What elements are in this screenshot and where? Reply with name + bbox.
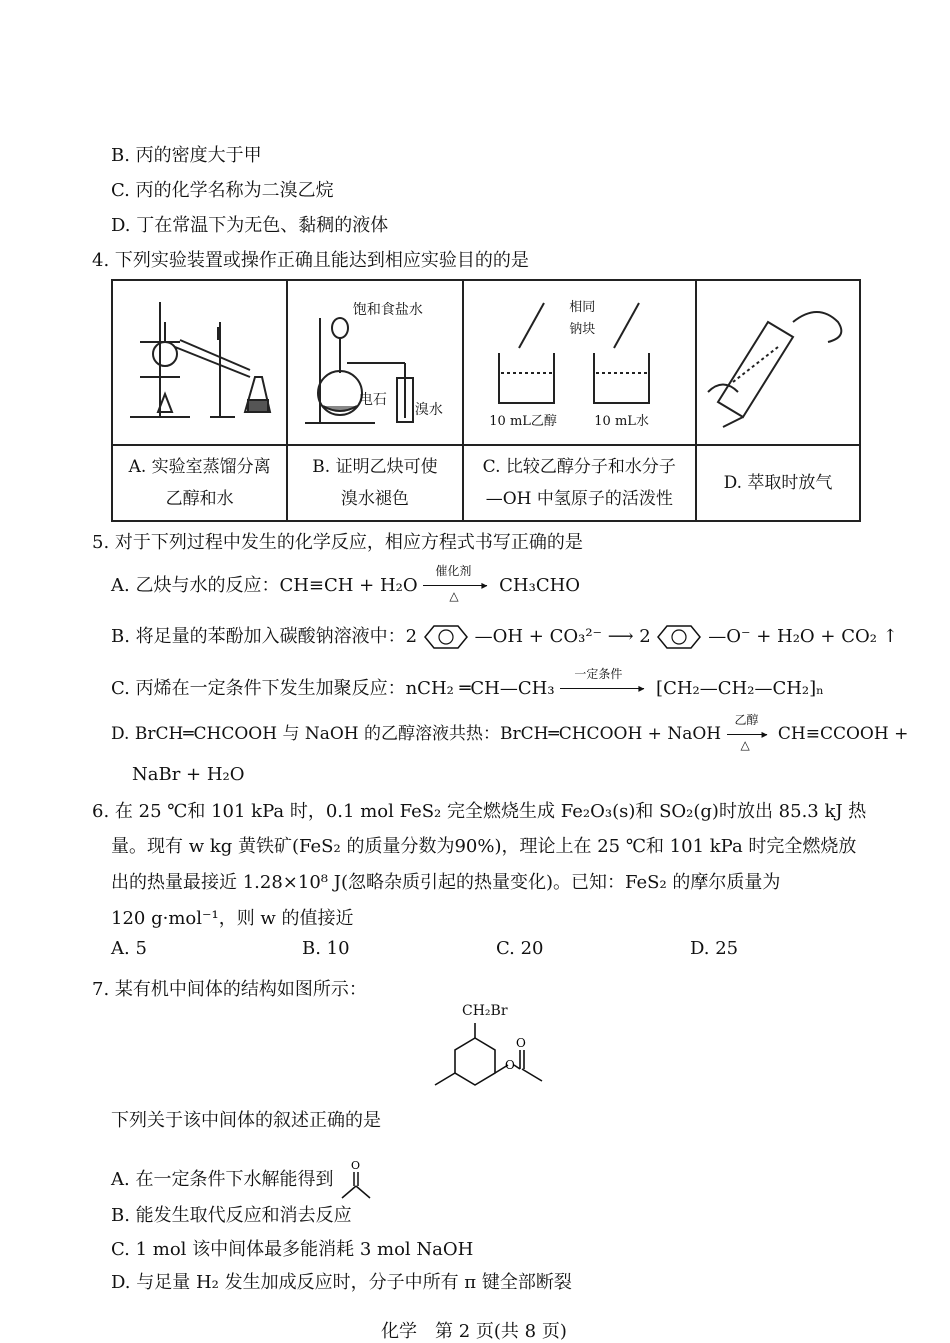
label-sodium: 钠块 [569,321,596,337]
q4-stem: 4. 下列实验装置或操作正确且能达到相应实验目的的是 [92,250,529,271]
acetone-structure-icon [339,1158,373,1202]
benzene-ring-icon [423,624,469,650]
svg-text:O: O [505,1058,515,1072]
experiment-table [111,279,861,522]
q5-option-c: C. 丙烯在一定条件下发生加聚反应：nCH₂ ═CH—CH₃ 一定条件 ▸ [CH₂—CH₂—CH₂]ₙ [111,667,824,699]
page-footer: 化学 第 2 页(共 8 页) [381,1321,567,1342]
apparatus-b-cell [287,280,462,445]
q6-line-4: 120 g·mol⁻¹，则 w 的值接近 [111,908,354,929]
q5-option-d: D. BrCH═CHCOOH 与 NaOH 的乙醇溶液共热：BrCH═CHCOOH + NaOH 乙醇 ▸ △ CH≡CCOOH + [111,712,909,752]
reaction-arrow: 一定条件 ▸ [560,679,650,699]
q7-option-a: A. 在一定条件下水解能得到 O [111,1158,373,1202]
q3-option-b: B. 丙的密度大于甲 [111,145,262,166]
svg-text:O: O [351,1159,361,1172]
benzene-ring-icon [656,624,702,650]
q7-option-c: C. 1 mol 该中间体最多能消耗 3 mol NaOH [111,1239,474,1260]
label-bromine-water: 溴水 [414,401,443,418]
q7-option-d: D. 与足量 H₂ 发生加成反应时，分子中所有 π 键全部断裂 [111,1272,572,1293]
label-same: 相同 [569,299,596,315]
apparatus-a-cell [112,280,287,445]
q6-line-3: 出的热量最接近 1.28×10⁸ J(忽略杂质引起的热量变化)。已知：FeS₂ 的摩尔质量为 [111,872,781,893]
q5-option-b: B. 将足量的苯酚加入碳酸钠溶液中：2 —OH + CO₃²⁻ ⟶ 2 —O⁻ + H₂O + CO₂ ↑ [111,622,898,650]
caption-b: B. 证明乙炔可使 溴水褪色 [287,445,462,521]
label-water: 10 mL水 [594,413,649,429]
q7-stem: 7. 某有机中间体的结构如图所示： [92,979,367,1000]
q7-option-b: B. 能发生取代反应和消去反应 [111,1205,352,1226]
q5-stem: 5. 对于下列过程中发生的化学反应，相应方程式书写正确的是 [92,532,583,553]
q6-option-c: C. 20 [496,938,544,959]
apparatus-c-cell [463,280,696,445]
label-ethanol: 10 mL乙醇 [489,413,557,429]
q5-option-a: A. 乙炔与水的反应：CH≡CH + H₂O 催化剂 ▸ △ CH₃CHO [111,564,581,603]
label-calcium-carbide: 电石 [358,391,387,408]
molecule-structure [420,1005,560,1097]
q6-option-b: B. 10 [302,938,350,959]
q6-line-2: 量。现有 w kg 黄铁矿(FeS₂ 的质量分数为90%)，理论上在 25 ℃和 101 kPa 时完全燃烧放 [111,836,857,857]
q3-option-c: C. 丙的化学名称为二溴乙烷 [111,180,334,201]
distillation-apparatus-figure [120,282,280,432]
q6-option-a: A. 5 [111,938,147,959]
caption-a: A. 实验室蒸馏分离 乙醇和水 [112,445,287,521]
svg-text:O: O [516,1036,526,1050]
q3-option-d: D. 丁在常温下为无色、黏稠的液体 [111,215,389,236]
separatory-funnel-figure [698,282,858,432]
reaction-arrow: 乙醇 ▸ △ [727,725,773,745]
apparatus-d-cell [696,280,860,445]
q7-sub: 下列关于该中间体的叙述正确的是 [111,1110,381,1131]
label-saturated-brine: 饱和食盐水 [352,301,423,318]
q6-line-1: 6. 在 25 ℃和 101 kPa 时，0.1 mol FeS₂ 完全燃烧生成 Fe₂O₃(s)和 SO₂(g)时放出 85.3 kJ 热 [92,801,867,822]
caption-d: D. 萃取时放气 [696,445,860,521]
q5-option-d-continued: NaBr + H₂O [132,764,245,785]
caption-c: C. 比较乙醇分子和水分子 —OH 中氢原子的活泼性 [463,445,696,521]
reaction-arrow: 催化剂 ▸ △ [423,576,493,596]
molecule-ch2br-label: CH₂Br [462,1003,508,1019]
q6-option-d: D. 25 [690,938,739,959]
